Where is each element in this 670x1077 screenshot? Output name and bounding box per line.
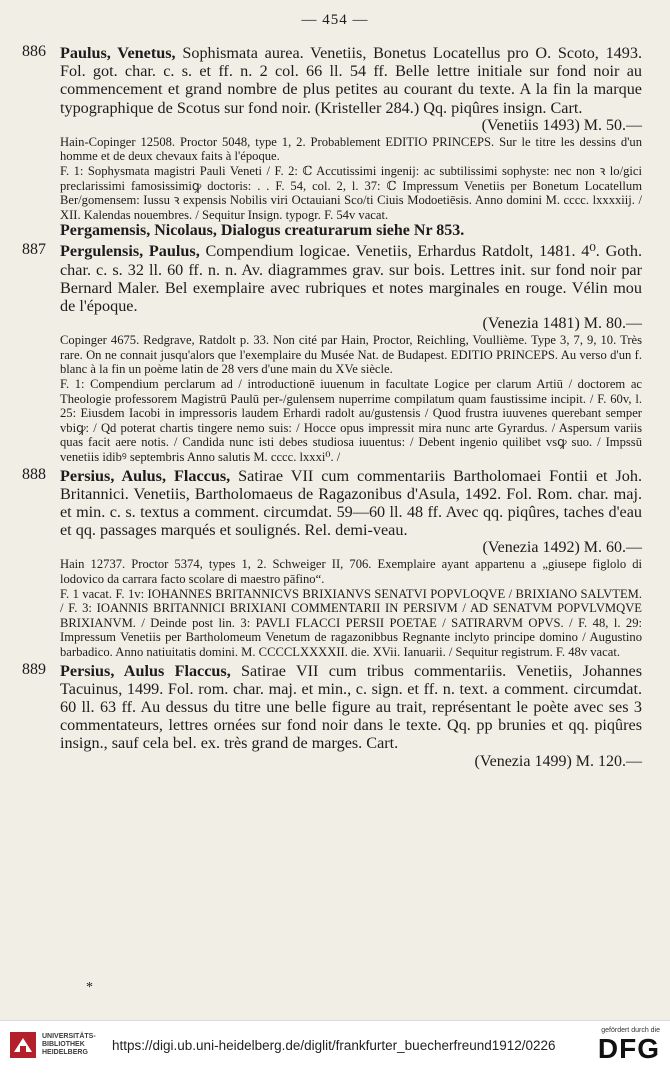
entry-description: Persius, Aulus, Flaccus, Satirae VII cum commentariis Bartholomaei Fontii et Joh. Britannici. Venetiis, Bartholomaeus de Ragazonibus d'Asula, 1492. Fol. Rom. char. maj. et min. c. s. textus a comment. circumdat. 59—60 ll. 48 ff. Avec qq. piqûres, taches d'eau et qq. passages marqués et soulignés. Rel. demi-veau. [60,466,643,540]
entry-collation: F. 1: Compendium perclarum ad / introductionē iuuenum in facultate Logice per clarum Artiū / doctorem ac Theologie professorem Magistrū Paulū per-/gulensem nuperrime compilatum quam faustissime incipit. / F. 60v, l. 25: Eiusdem Iacobi in impressoris laudem Erhardi radolt au/gustensis / Quod frustra iuuvenes querebant semper vbiꝙ: / Qd poterat chartis tingere nemo suis: / Hocce opus impressit mira nunc arte Gyrardus. / Aspersum variis quas facit aere notis. / Candida nunc isti debes studiosa iuuentus: / Debent ingenio quilibet vsꝙ suo. / Impssū venetiis idibꝰ septembris Anno salutis M. cccc. lxxxi⁰. / [60,376,642,464]
entry-price: (Venezia 1492) M. 60.— [482,539,642,557]
entry-number: 886 [22,43,46,60]
catalogue-entry [24,467,642,660]
dfg-wordmark: DFG [597,1033,660,1064]
cross-reference: Pergamensis, Nicolaus, Dialogus creaturarum siehe Nr 853. [60,222,465,240]
permalink-url[interactable]: https://digi.ub.uni-heidelberg.de/diglit/frankfurter_buecherfreund1912/0226 [112,1038,556,1053]
entry-description: Paulus, Venetus, Sophismata aurea. Venetiis, Bonetus Locatellus pro O. Scoto, 1493. Fol. got. char. c. s. et ff. n. 2 col. 66 ll. 54 ff. Belle lettre initiale sur fond noir au commencement et grand nombre de plus petites au courant du texte. A la fin la marque typographique de Scotus sur fond noir. (Kristeller 284.) Qq. piqûres insign. Cart. [60,44,642,117]
entry-number: 887 [22,241,46,259]
entry-notes: Hain 12737. Proctor 5374, types 1, 2. Schweiger II, 706. Exemplaire ayant appartenu a „giusepe figlolo di lodovico da carrara facto scolare di maestro pāfino“. [60,557,642,586]
dfg-logo[interactable]: gefördert durch die DFG [597,1027,660,1064]
entry-description: Pergulensis, Paulus, Compendium logicae. Venetiis, Erhardus Ratdolt, 1481. 4⁰. Goth. char. c. s. 32 ll. 60 ff. n. n. Av. diagrammes grav. sur bois. Lettres init. sur fond noir par Bernard Maler. Bel exemplaire avec rubriques et notes marginales en rouge. Vélin mou de l'époque. [60,242,643,315]
entry-price: (Venezia 1499) M. 120.— [474,752,642,770]
library-emblem-icon [8,1030,38,1060]
entry-title: Persius, Aulus, Flaccus, [60,466,231,485]
asterisk-mark: * [86,980,93,995]
entry-price: (Venezia 1481) M. 80.— [482,315,642,333]
catalogue-entry [24,662,642,771]
entry-collation: F. 1 vacat. F. 1v: IOHANNES BRITANNICVS BRIXIANVS SENATVI POPVLOQVE / BRIXIANO SALVTEM. / F. 3: IOANNIS BRITANNICI BRIXIANI COMMENTARII IN PERSIVM / AD SENATVM POPVLVMQVE BRIXIANVM. / Deinde post lin. 3: PAVLI FLACCI PERSII POETAE / SATIRARVM OPVS. / F. 48, l. 29: Impressum Venetiis per Bartholomeum Venetum de ragazonibbus Regnante inclyto principe domino / Augustino barbadico. Anno natiuitatis domini. M. CCCCLXXXXII. die. XVii. Ianuarii. / Sequitur registrum. F. 48v vacat. [60,586,642,659]
entry-notes: Copinger 4675. Redgrave, Ratdolt p. 33. Non cité par Hain, Proctor, Reichling, Voullième. Type 3, 7, 9, 10. Très rare. On ne connait jusqu'alors que l'exemplaire du Musée Nat. de Budapest. EDITIO PRINCEPS. Au verso d'un f. blanc à la fin un poème latin de 28 vers d'une main du XVe siècle. [60,333,642,377]
entry-number: 888 [22,465,46,483]
entry-notes: Hain-Copinger 12508. Proctor 5048, type 1, 2. Probablement EDITIO PRINCEPS. Sur le titre les dessins d'un homme et de deux chevaux faits à l'époque. [60,134,642,164]
entry-title: Persius, Aulus Flaccus, [60,661,231,680]
entry-title: Pergulensis, Paulus, [60,242,200,261]
catalogue-entry [24,44,642,240]
entry-title: Paulus, Venetus, [60,44,176,62]
university-library-logo[interactable]: UNIVERSITÄTS- BIBLIOTHEK HEIDELBERG [8,1030,96,1060]
entry-price: (Venetiis 1493) M. 50.— [481,116,642,134]
catalogue-content [24,44,642,773]
entry-number: 889 [22,660,46,678]
entry-description: Persius, Aulus Flaccus, Satirae VII cum tribus commentariis. Venetiis, Johannes Tacuinus, 1499. Fol. rom. char. maj. et min., c. sign. et ff. n. text. a comment. circumdat. 60 ll. 63 ff. Au dessus du titre une belle figure au trait, représentant le poète avec ses 3 commentateurs, lettres ornées sur fond noir dans le texte. Qq. pp brunies et qq. piqûres insign., sauf cela bel. ex. très grand de marges. Cart. [60,661,642,753]
entry-collation: F. 1: Sophysmata magistri Pauli Veneti / F. 2: ℂ Accutissimi ingenij: ac subtilissimi sophyste: nec non ꝛ lo/gici preclarissimi famosissimiꝙ doctoris: . . F. 54, col. 2, l. 37: ℂ Impressum Venetiis per Bonetum Locatellum Ber/gomensem: Iussu ꝛ expensis Nobilis viri Octauiani Sco/ti Ciuis Modoetiēsis. Anno domini M. cccc. lxxxxiij. / XII. Kalendas nouembres. / Sequitur Insign. typogr. F. 54v vacat. [60,164,642,222]
page-number: — 454 — [301,12,369,28]
viewer-footer [0,1020,670,1077]
catalogue-entry [24,242,642,464]
